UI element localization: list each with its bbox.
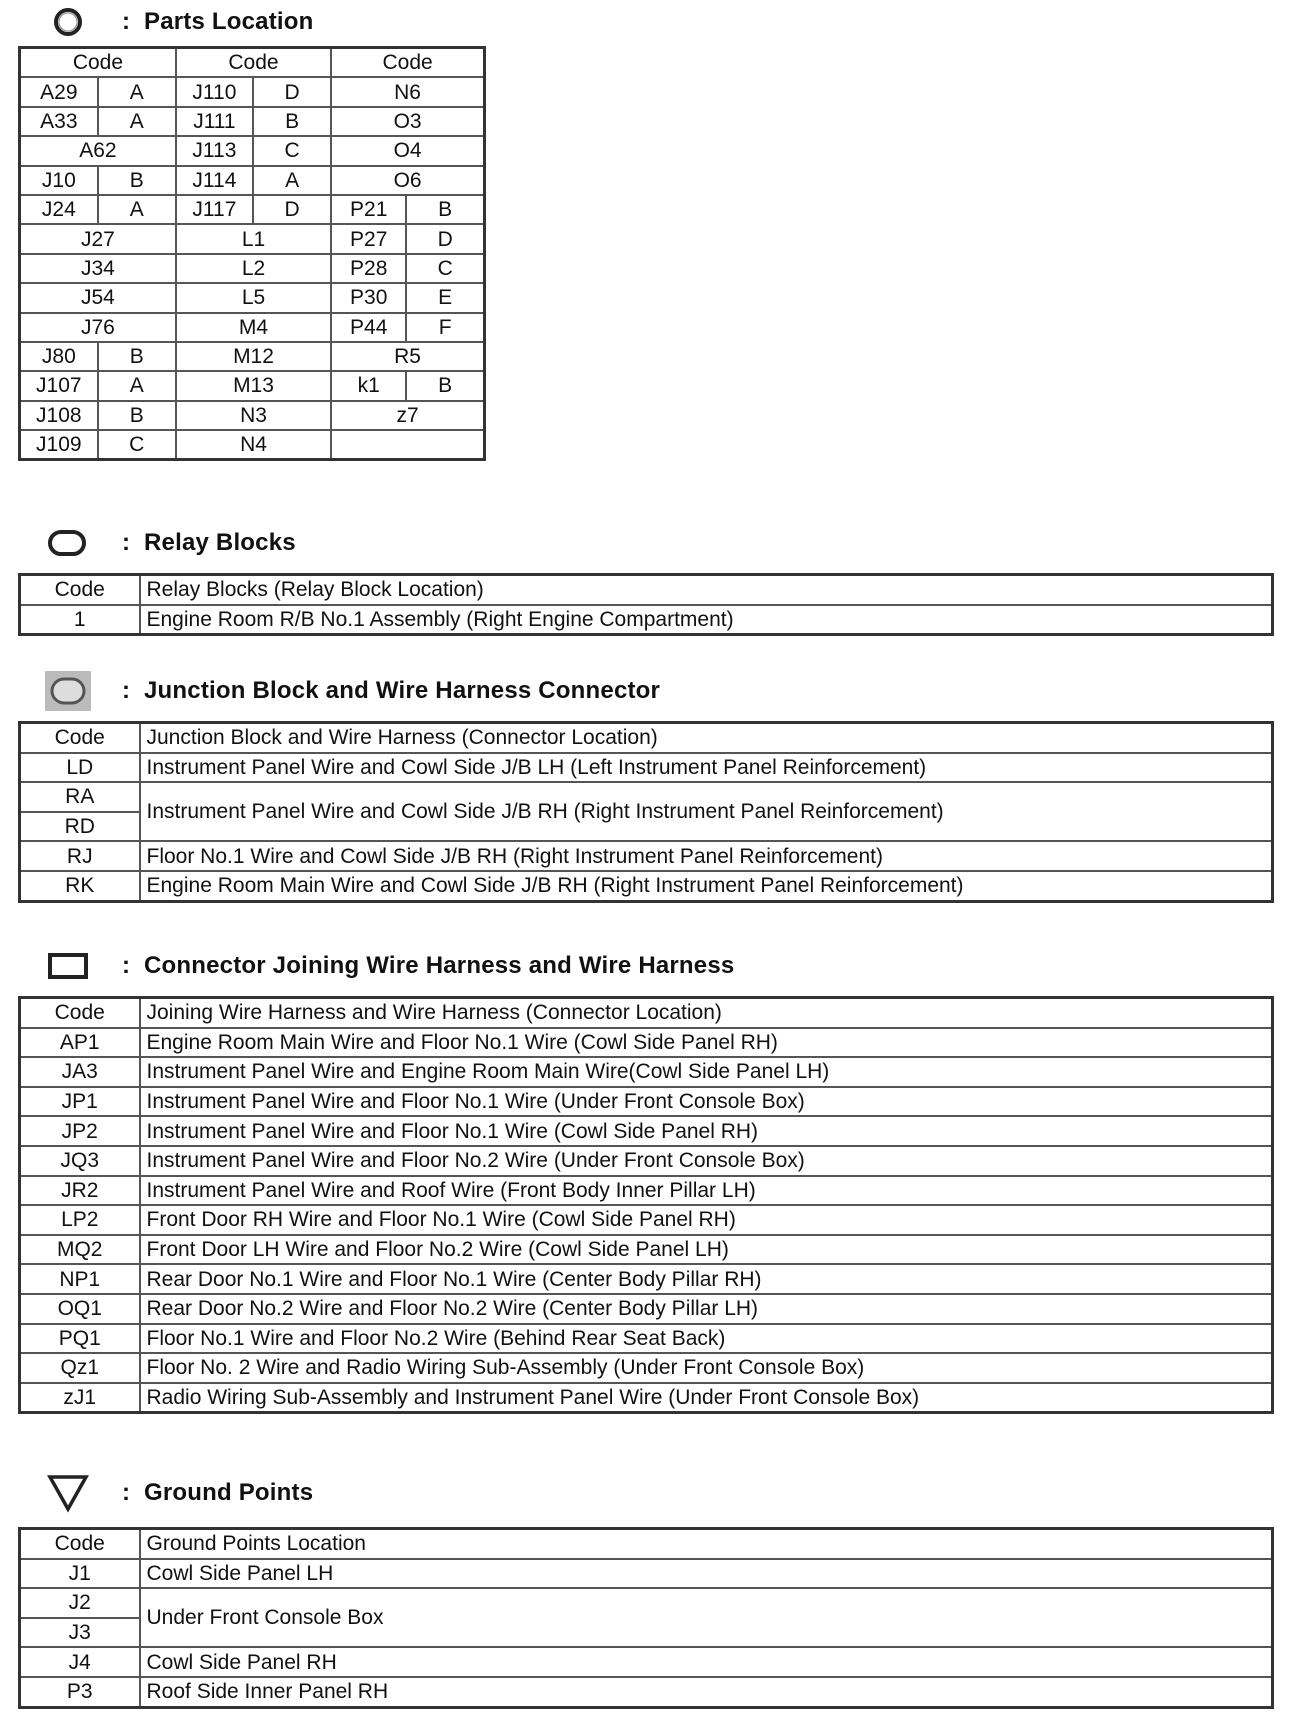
part-location-cell: B <box>406 195 484 224</box>
part-code-cell: J27 <box>20 224 176 253</box>
part-code-cell: J111 <box>176 107 253 136</box>
part-code-cell: J113 <box>176 136 253 165</box>
table-row <box>20 1647 1273 1677</box>
table-header-row <box>20 998 1273 1028</box>
table-row <box>20 1264 1273 1294</box>
part-code-cell: O3 <box>331 107 484 136</box>
description-cell: Instrument Panel Wire and Roof Wire (Front Body Inner Pillar LH) <box>140 1176 1273 1206</box>
description-cell: Instrument Panel Wire and Cowl Side J/B RH (Right Instrument Panel Reinforcement) <box>140 782 1273 841</box>
description-cell: Cowl Side Panel RH <box>140 1647 1273 1677</box>
column-header: Ground Points Location <box>140 1529 1273 1559</box>
part-code-cell: M13 <box>176 371 331 400</box>
code-cell: RK <box>20 871 140 901</box>
heading-colon: : <box>122 8 130 35</box>
part-code-cell: k1 <box>331 371 406 400</box>
code-cell: JA3 <box>20 1057 140 1087</box>
table-header-row <box>20 575 1273 605</box>
code-cell: JP2 <box>20 1116 140 1146</box>
table-header-row <box>20 48 485 78</box>
connector-heading <box>40 946 734 986</box>
description-cell: Radio Wiring Sub-Assembly and Instrument Panel Wire (Under Front Console Box) <box>140 1383 1273 1413</box>
table-row <box>20 1116 1273 1146</box>
part-location-cell: D <box>406 224 484 253</box>
table-row <box>20 371 485 400</box>
description-cell: Under Front Console Box <box>140 1588 1273 1647</box>
part-code-cell: J114 <box>176 166 253 195</box>
table-row <box>20 1087 1273 1117</box>
table-row <box>20 841 1273 871</box>
part-code-cell: J34 <box>20 254 176 283</box>
circle-icon <box>40 2 96 42</box>
description-cell: Instrument Panel Wire and Floor No.1 Wire (Cowl Side Panel RH) <box>140 1116 1273 1146</box>
table-row <box>20 782 1273 812</box>
table-row <box>20 224 485 253</box>
part-location-cell: B <box>406 371 484 400</box>
part-location-cell: C <box>253 136 331 165</box>
code-cell: RA <box>20 782 140 812</box>
triangle-down-icon <box>40 1473 96 1513</box>
heading-colon: : <box>122 1479 130 1506</box>
part-code-cell: L2 <box>176 254 331 283</box>
code-cell: RJ <box>20 841 140 871</box>
part-code-cell: L5 <box>176 283 331 312</box>
table-header-row <box>20 723 1273 753</box>
code-cell: NP1 <box>20 1264 140 1294</box>
table-row <box>20 254 485 283</box>
description-cell: Floor No.1 Wire and Floor No.2 Wire (Behind Rear Seat Back) <box>140 1324 1273 1354</box>
part-code-cell: J10 <box>20 166 98 195</box>
table-row <box>20 313 485 342</box>
column-header: Code <box>176 48 331 78</box>
code-cell: JQ3 <box>20 1146 140 1176</box>
ground-points-heading <box>40 1473 313 1513</box>
table-row <box>20 1324 1273 1354</box>
parts-location-heading <box>40 2 314 42</box>
part-code-cell: J109 <box>20 430 98 460</box>
part-code-cell: N3 <box>176 401 331 430</box>
code-cell: LD <box>20 753 140 783</box>
table-row <box>20 283 485 312</box>
part-code-cell: J110 <box>176 77 253 106</box>
description-cell: Front Door RH Wire and Floor No.1 Wire (Cowl Side Panel RH) <box>140 1205 1273 1235</box>
table-row <box>20 77 485 106</box>
table-header-row <box>20 1529 1273 1559</box>
part-code-cell: P30 <box>331 283 406 312</box>
ground-points-table <box>18 1527 1274 1709</box>
part-code-cell: J54 <box>20 283 176 312</box>
table-row <box>20 1176 1273 1206</box>
description-cell: Roof Side Inner Panel RH <box>140 1677 1273 1707</box>
part-code-cell: J108 <box>20 401 98 430</box>
part-code-cell: M12 <box>176 342 331 371</box>
description-cell: Instrument Panel Wire and Engine Room Main Wire(Cowl Side Panel LH) <box>140 1057 1273 1087</box>
code-cell: MQ2 <box>20 1235 140 1265</box>
description-cell: Floor No. 2 Wire and Radio Wiring Sub-Assembly (Under Front Console Box) <box>140 1353 1273 1383</box>
relay-blocks-heading <box>40 523 296 563</box>
description-cell: Instrument Panel Wire and Floor No.2 Wire (Under Front Console Box) <box>140 1146 1273 1176</box>
junction-block-title: Junction Block and Wire Harness Connector <box>144 677 661 704</box>
part-location-cell: A <box>253 166 331 195</box>
parts-location-table <box>18 46 486 461</box>
part-location-cell: B <box>98 166 176 195</box>
table-row <box>20 136 485 165</box>
description-cell: Instrument Panel Wire and Cowl Side J/B LH (Left Instrument Panel Reinforcement) <box>140 753 1273 783</box>
code-cell: LP2 <box>20 1205 140 1235</box>
junction-block-table <box>18 721 1274 903</box>
part-code-cell: P27 <box>331 224 406 253</box>
connector-title: Connector Joining Wire Harness and Wire Harness <box>144 952 735 979</box>
part-code-cell: A33 <box>20 107 98 136</box>
part-location-cell: E <box>406 283 484 312</box>
code-cell: OQ1 <box>20 1294 140 1324</box>
rectangle-icon <box>40 946 96 986</box>
column-header: Code <box>331 48 484 78</box>
part-code-cell: z7 <box>331 401 484 430</box>
table-row <box>20 1353 1273 1383</box>
part-code-cell: M4 <box>176 313 331 342</box>
part-location-cell: B <box>98 401 176 430</box>
part-code-cell: J107 <box>20 371 98 400</box>
description-cell: Cowl Side Panel LH <box>140 1559 1273 1589</box>
column-header: Code <box>20 575 140 605</box>
column-header: Code <box>20 998 140 1028</box>
part-location-cell: A <box>98 371 176 400</box>
column-header: Code <box>20 723 140 753</box>
code-cell: zJ1 <box>20 1383 140 1413</box>
heading-colon: : <box>122 952 130 979</box>
part-code-cell: J117 <box>176 195 253 224</box>
part-code-cell: N6 <box>331 77 484 106</box>
part-location-cell: C <box>98 430 176 460</box>
part-code-cell: P28 <box>331 254 406 283</box>
junction-block-heading <box>40 671 660 711</box>
part-code-cell: O6 <box>331 166 484 195</box>
part-location-cell: D <box>253 77 331 106</box>
table-row <box>20 195 485 224</box>
table-row <box>20 753 1273 783</box>
part-code-cell: P21 <box>331 195 406 224</box>
description-cell: Floor No.1 Wire and Cowl Side J/B RH (Right Instrument Panel Reinforcement) <box>140 841 1273 871</box>
code-cell: J4 <box>20 1647 140 1677</box>
ground-points-title: Ground Points <box>144 1479 314 1506</box>
code-cell: J2 <box>20 1588 140 1618</box>
code-cell: JP1 <box>20 1087 140 1117</box>
description-cell: Engine Room Main Wire and Floor No.1 Wire (Cowl Side Panel RH) <box>140 1028 1273 1058</box>
table-row <box>20 1294 1273 1324</box>
description-cell: Front Door LH Wire and Floor No.2 Wire (Cowl Side Panel LH) <box>140 1235 1273 1265</box>
relay-blocks-title: Relay Blocks <box>144 529 296 556</box>
table-row <box>20 1588 1273 1618</box>
column-header: Code <box>20 1529 140 1559</box>
description-cell: Engine Room R/B No.1 Assembly (Right Engine Compartment) <box>140 605 1273 635</box>
table-row <box>20 1205 1273 1235</box>
code-cell: PQ1 <box>20 1324 140 1354</box>
code-cell: AP1 <box>20 1028 140 1058</box>
part-location-cell: C <box>406 254 484 283</box>
relay-blocks-table <box>18 573 1274 636</box>
column-header: Relay Blocks (Relay Block Location) <box>140 575 1273 605</box>
part-location-cell: A <box>98 77 176 106</box>
part-code-cell: O4 <box>331 136 484 165</box>
table-row <box>20 1559 1273 1589</box>
description-cell: Rear Door No.2 Wire and Floor No.2 Wire (Center Body Pillar LH) <box>140 1294 1273 1324</box>
part-location-cell: A <box>98 107 176 136</box>
part-code-cell: P44 <box>331 313 406 342</box>
column-header: Junction Block and Wire Harness (Connector Location) <box>140 723 1273 753</box>
part-location-cell: F <box>406 313 484 342</box>
part-code-cell: J80 <box>20 342 98 371</box>
heading-colon: : <box>122 677 130 704</box>
table-row <box>20 107 485 136</box>
shaded-rounded-rectangle-icon <box>40 671 96 711</box>
part-code-cell: A29 <box>20 77 98 106</box>
table-row <box>20 1057 1273 1087</box>
part-code-cell <box>331 430 484 460</box>
part-location-cell: A <box>98 195 176 224</box>
rounded-rectangle-icon <box>40 523 96 563</box>
part-code-cell: R5 <box>331 342 484 371</box>
parts-location-title: Parts Location <box>144 8 314 35</box>
part-code-cell: J76 <box>20 313 176 342</box>
table-row <box>20 342 485 371</box>
code-cell: J3 <box>20 1618 140 1648</box>
table-row <box>20 166 485 195</box>
part-code-cell: J24 <box>20 195 98 224</box>
table-row <box>20 430 485 460</box>
part-code-cell: A62 <box>20 136 176 165</box>
connector-table <box>18 996 1274 1414</box>
code-cell: JR2 <box>20 1176 140 1206</box>
table-row <box>20 1146 1273 1176</box>
description-cell: Rear Door No.1 Wire and Floor No.1 Wire (Center Body Pillar RH) <box>140 1264 1273 1294</box>
table-row <box>20 401 485 430</box>
code-cell: 1 <box>20 605 140 635</box>
part-code-cell: L1 <box>176 224 331 253</box>
part-location-cell: B <box>98 342 176 371</box>
part-location-cell: B <box>253 107 331 136</box>
description-cell: Instrument Panel Wire and Floor No.1 Wire (Under Front Console Box) <box>140 1087 1273 1117</box>
table-row <box>20 1028 1273 1058</box>
code-cell: J1 <box>20 1559 140 1589</box>
code-cell: Qz1 <box>20 1353 140 1383</box>
description-cell: Engine Room Main Wire and Cowl Side J/B RH (Right Instrument Panel Reinforcement) <box>140 871 1273 901</box>
table-row <box>20 871 1273 901</box>
table-row <box>20 1383 1273 1413</box>
code-cell: P3 <box>20 1677 140 1707</box>
column-header: Code <box>20 48 176 78</box>
table-row <box>20 605 1273 635</box>
part-code-cell: N4 <box>176 430 331 460</box>
part-location-cell: D <box>253 195 331 224</box>
table-row <box>20 1235 1273 1265</box>
table-row <box>20 1677 1273 1707</box>
column-header: Joining Wire Harness and Wire Harness (Connector Location) <box>140 998 1273 1028</box>
heading-colon: : <box>122 529 130 556</box>
code-cell: RD <box>20 812 140 842</box>
